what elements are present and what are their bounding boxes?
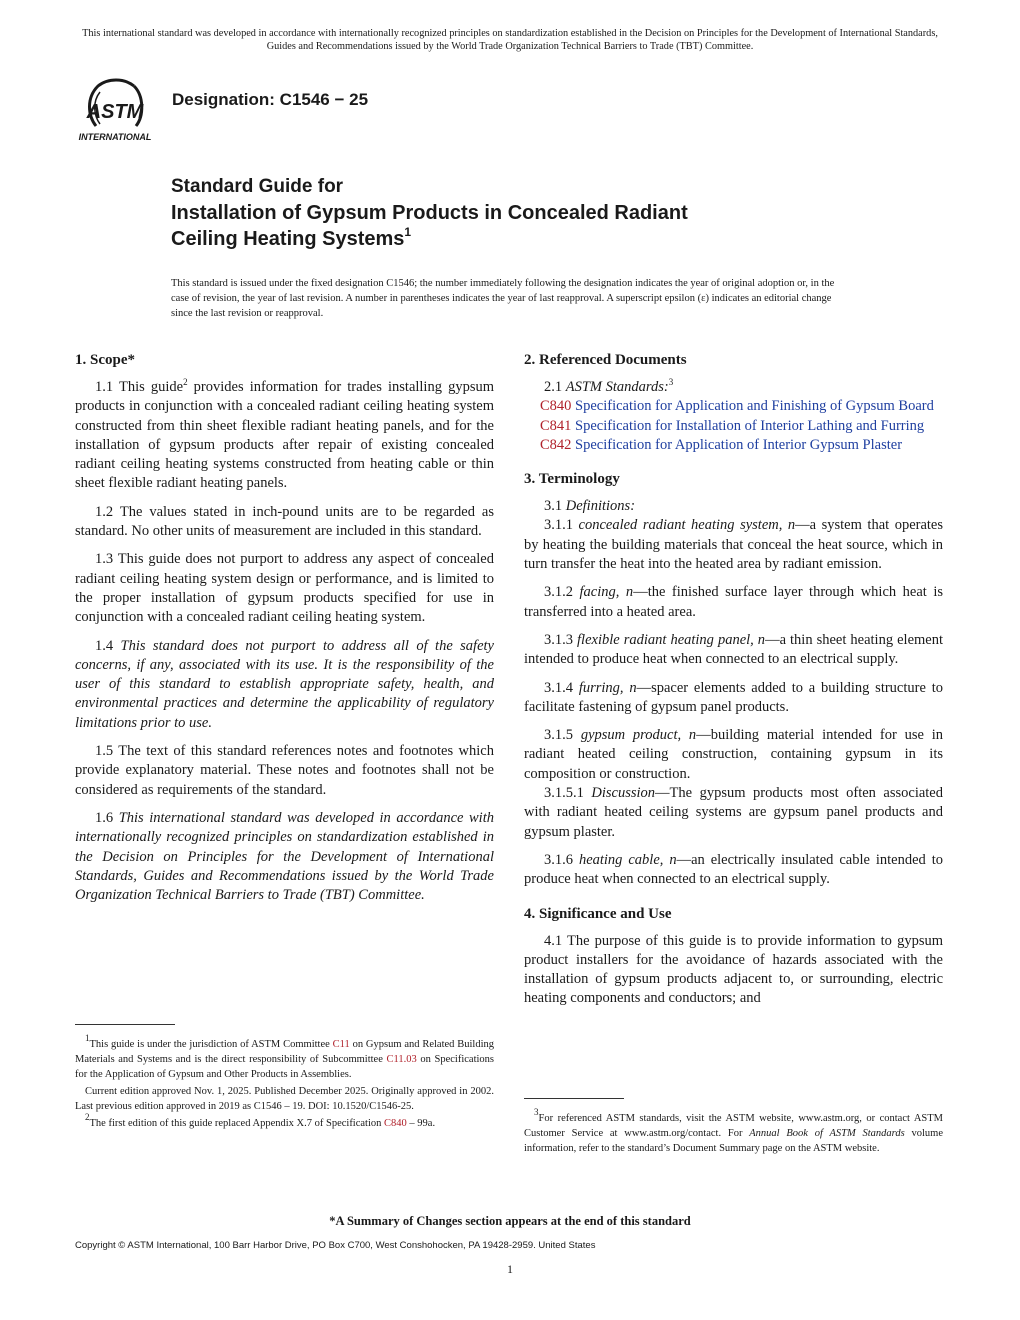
footnote-1: $^1$This guide is under the jurisdiction of ASTM Committee C11 on Gypsum and Related Building Materials and Systems and is the direct responsibility of Subcommittee C11.03 on Specifications for the Application of Gypsum and Other Products in Assemblies. [75,1033,494,1080]
ref-c840[interactable]: C840 Specification for Application and Finishing of Gypsum Board [540,398,934,415]
footnote-rule-right [524,1098,624,1099]
left-column [75,350,494,914]
scope-1-6: 1.6 This international standard was developed in accordance with internationally recognized principles on standardization established in the Decision on Principles for the Development of International Standards, Guides and Recommendations issued by the World Trade Organization Technical Barriers to Trade (TBT) Committee. [75,809,494,904]
section-terminology-heading: 3. Terminology [524,471,620,488]
definitions-label: 3.1 Definitions: [544,498,636,515]
term-3-1-3: 3.1.3 flexible radiant heating panel, n—a thin sheet heating element intended to produce heat when connected to an electrical supply. [524,631,943,668]
title-line-3: Ceiling Heating Systems [171,228,405,250]
scope-1-3: 1.3 This guide does not purport to address any aspect of concealed radiant ceiling heating system design or performance, and is limited to the proper installation of gypsum products specified for use in conjunction with a concealed radiant ceiling heating system. [75,551,494,626]
footnotes-left [75,1024,494,1133]
referenced-intro: 2.1 ASTM Standards:$^3$ [544,377,674,395]
copyright: Copyright © ASTM International, 100 Barr Harbor Drive, PO Box C700, West Conshohocken, PA 19428-2959. United States [75,1240,596,1251]
summary-of-changes-note: *A Summary of Changes section appears at the end of this standard [329,1214,691,1228]
footnotes-right [524,1098,943,1156]
logo-sub: INTERNATIONAL [78,132,152,142]
scope-1-2: 1.2 The values stated in inch-pound units are to be regarded as standard. No other units of measurement are included in this standard. [75,503,494,540]
footnote-rule [75,1024,175,1025]
footnote-1-edition: Current edition approved Nov. 1, 2025. Published December 2025. Originally approved in 2002. Last previous edition approved in 2019 as C1546 – 19. DOI: 10.1520/C1546-25. [75,1086,494,1112]
right-column [524,350,943,1018]
link-c11[interactable]: C11 [332,1039,350,1050]
section-scope-heading: 1. Scope* [75,352,135,368]
link-c1103[interactable]: C11.03 [386,1054,417,1065]
ref-c841[interactable]: C841 Specification for Installation of Interior Lathing and Furring [540,417,925,434]
scope-1-4: 1.4 This standard does not purport to address all of the safety concerns, if any, associated with its use. It is the responsibility of the user of this standard to establish appropriate safety, health, and environmental practices and determine the applicability of regulatory limitations prior to use. [75,637,494,731]
title-line-1: Standard Guide for [171,176,344,197]
footnote-2: $^2$The first edition of this guide replaced Appendix X.7 of Specification C840 – 99a. [85,1112,436,1129]
page-number: 1 [507,1262,513,1276]
issued-note: This standard is issued under the fixed designation C1546; the number immediately following the designation indicates the year of original adoption or, in the case of revision, the year of last revision. A number in parentheses indicates the year of last reapproval. A superscript epsilon (ε) indicates an editorial change since the last revision or reapproval. [171,278,835,319]
significance-4-1: 4.1 The purpose of this guide is to provide information to gypsum product installers for the avoidance of hazards associated with the installation of gypsum products adjacent to, or surrounding, electric heating components and conductors; and [524,932,943,1007]
section-referenced-heading: 2. Referenced Documents [524,352,687,368]
ref-c842[interactable]: C842 Specification for Application of Interior Gypsum Plaster [540,436,903,453]
term-3-1-5: 3.1.5 gypsum product, n—building material intended for use in radiant heated ceiling construction, containing gypsum in its composition or construction. [524,727,944,782]
term-3-1-6: 3.1.6 heating cable, n—an electrically insulated cable intended to produce heat when connected to an electrical supply. [524,851,943,888]
term-3-1-2: 3.1.2 facing, n—the finished surface layer through which heat is transferred into a heated area. [524,584,943,620]
link-c840[interactable]: C840 [384,1118,407,1129]
scope-1-5: 1.5 The text of this standard references notes and footnotes which provide explanatory material. These notes and footnotes shall not be considered as requirements of the standard. [75,743,494,798]
trade-notice: This international standard was developed in accordance with internationally recognized principles on standardization established in the Decision on Principles for the Development of International Standards, Guides and Recommendations issued by the World Trade Organization Technical Barriers to Trade (TBT) Committee. [82,28,938,52]
astm-logo [70,76,162,146]
term-3-1-5-1: 3.1.5.1 Discussion—The gypsum products most often associated with radiant heated ceiling systems are gypsum panel products and gypsum plaster. [524,785,943,840]
term-3-1-4: 3.1.4 furring, n—spacer elements added to a building structure to facilitate fastening of gypsum panel products. [524,679,944,715]
astm-logo-icon [70,76,162,146]
document-title [171,174,688,252]
scope-1-1: 1.1 This guide$^2$ provides information for trades installing gypsum products in conjunction with a concealed radiant ceiling heating system constructed from thin sheet flexible radiant heating panels, and for the installation of gypsum products after repair of existing concealed radiant ceiling heating systems constructed from heating cable or thin sheet flexible radiant heating panels. [75,377,494,492]
title-line-2: Installation of Gypsum Products in Concealed Radiant [171,202,688,224]
title-footnote-mark: 1 [404,225,412,239]
section-significance-heading: 4. Significance and Use [524,905,672,922]
footnote-3: $^3$For referenced ASTM standards, visit the ASTM website, www.astm.org, or contact ASTM Customer Service at www.astm.org/contact. For Annual Book of ASTM Standards volume information, refer to the standard’s Document Summary page on the ASTM website. [524,1107,943,1154]
term-3-1-1: 3.1.1 concealed radiant heating system, n—a system that operates by heating the building materials that conceal the heat source, which in turn transfer the heat into the heated area by radiant emission. [524,517,944,573]
footnote-ref-2[interactable]: 2 [183,377,188,387]
logo-letters: ASTM [86,101,144,123]
designation: Designation: C1546 − 25 [172,90,369,109]
